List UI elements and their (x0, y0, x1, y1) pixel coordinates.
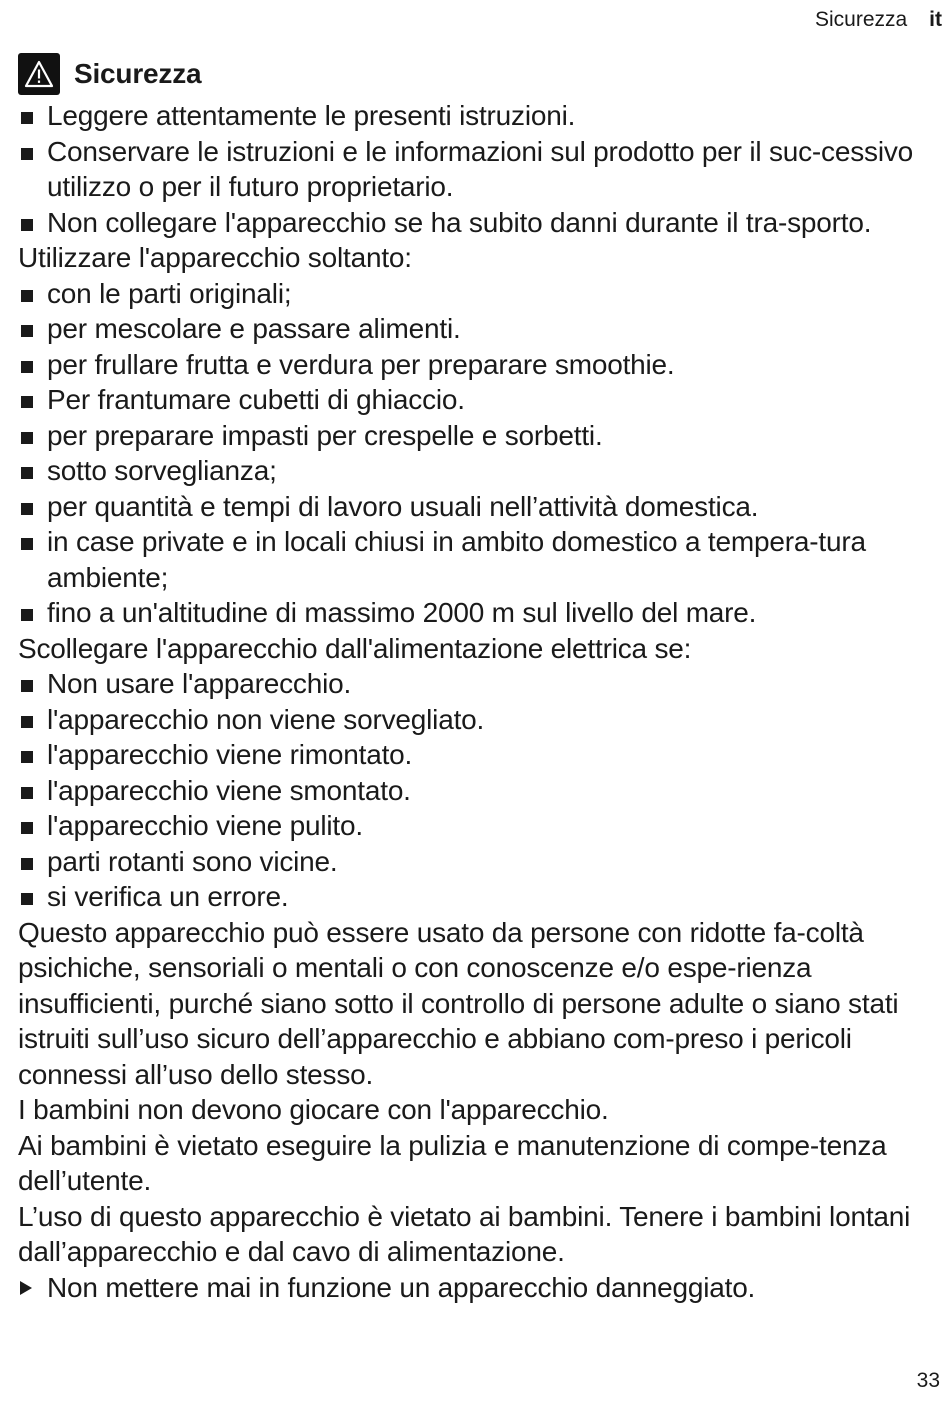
list-item: Per frantumare cubetti di ghiaccio. (18, 382, 940, 418)
list-item: sotto sorveglianza; (18, 453, 940, 489)
warning-triangle-icon (18, 53, 60, 95)
list-item: per mescolare e passare alimenti. (18, 311, 940, 347)
page-number: 33 (916, 1369, 940, 1392)
arrow-right-icon (20, 1281, 32, 1295)
list-item: fino a un'altitudine di massimo 2000 m sul livello del mare. (18, 595, 940, 631)
list-item: Non collegare l'apparecchio se ha subito danni durante il tra-sporto. (18, 205, 940, 241)
list-item: l'apparecchio non viene sorvegliato. (18, 702, 940, 738)
list-item: Non usare l'apparecchio. (18, 666, 940, 702)
section-title-row (18, 50, 940, 98)
section-title: Sicurezza (74, 58, 202, 90)
list-item: in case private e in locali chiusi in ambito domestico a tempera-tura ambiente; (18, 524, 940, 595)
running-header (815, 8, 942, 32)
header-section: Sicurezza (814, 8, 908, 31)
list-item: per quantità e tempi di lavoro usuali nell’attività domestica. (18, 489, 940, 525)
list-item: parti rotanti sono vicine. (18, 844, 940, 880)
list-item: con le parti originali; (18, 276, 940, 312)
page-content (18, 50, 940, 1305)
list-item: Leggere attentamente le presenti istruzioni. (18, 98, 940, 134)
list-item: Conservare le istruzioni e le informazioni sul prodotto per il suc-cessivo utilizzo o per il futuro proprietario. (18, 134, 940, 205)
list-item: per frullare frutta e verdura per preparare smoothie. (18, 347, 940, 383)
paragraph-children-use: L’uso di questo apparecchio è vietato ai bambini. Tenere i bambini lontani dall’apparecchio e dal cavo di alimentazione. (18, 1200, 911, 1267)
paragraph-capabilities: Questo apparecchio può essere usato da persone con ridotte fa-coltà psichiche, sensoriali o mentali o con conoscenze e/o espe-rienza insufficienti, purché siano sotto il controllo di persone adulte o siano stati istruiti sull’uso sicuro dell’apparecchio e abbiano com-preso i pericoli connessi all’uso dello stesso. (18, 916, 899, 1090)
paragraph-children-cleaning: Ai bambini è vietato eseguire la pulizia e manutenzione di compe-tenza dell’utente. (18, 1129, 887, 1196)
use-heading: Utilizzare l'apparecchio soltanto: (18, 242, 412, 273)
list-item: l'apparecchio viene smontato. (18, 773, 940, 809)
list-item: si verifica un errore. (18, 879, 940, 915)
header-language: it (929, 8, 942, 31)
action-text: Non mettere mai in funzione un apparecchio danneggiato. (47, 1271, 756, 1303)
list-item: l'apparecchio viene rimontato. (18, 737, 940, 773)
list-item: per preparare impasti per crespelle e sorbetti. (18, 418, 940, 454)
intro-list (18, 98, 940, 240)
use-list (18, 276, 940, 631)
action-instruction (18, 1270, 940, 1306)
list-item: l'apparecchio viene pulito. (18, 808, 940, 844)
disconnect-heading: Scollegare l'apparecchio dall'alimentazione elettrica se: (18, 632, 692, 664)
disconnect-list (18, 666, 940, 915)
paragraph-children-play: I bambini non devono giocare con l'apparecchio. (18, 1094, 609, 1125)
